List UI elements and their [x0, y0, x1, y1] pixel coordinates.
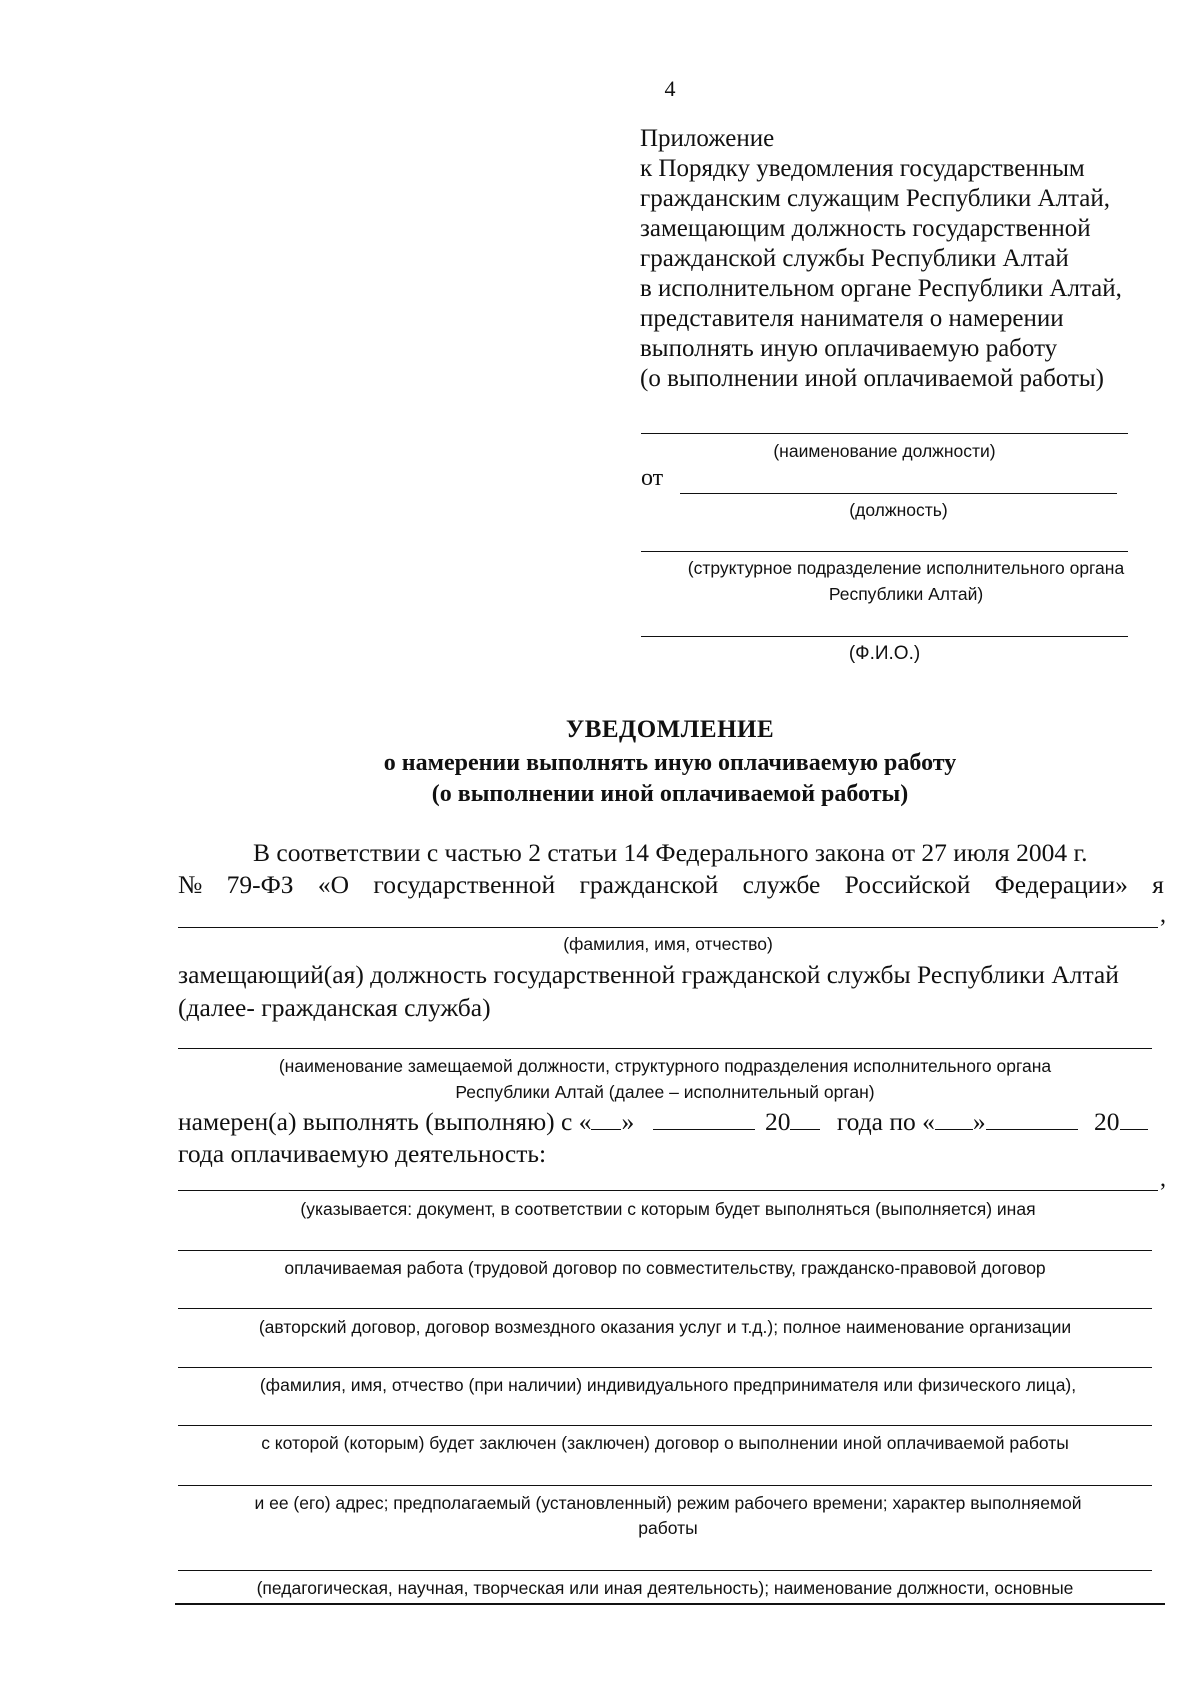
from-label: от	[641, 465, 664, 491]
position-caption: (должность)	[849, 500, 948, 520]
appendix-line: гражданским служащим Республики Алтай,	[640, 185, 1110, 212]
appendix-line: к Порядку уведомления государственным	[640, 155, 1085, 182]
document-subtitle: (о выполнении иной оплачиваемой работы)	[431, 781, 909, 807]
body-paragraph-line: (далее- гражданская служба)	[178, 993, 491, 1022]
activity-fill-line[interactable]	[178, 1308, 1152, 1309]
appendix-line: замещающим должность государственной	[640, 215, 1091, 242]
position-fill-line[interactable]	[178, 1048, 1152, 1049]
word: «О	[317, 870, 350, 899]
word: я	[1152, 870, 1164, 899]
activity-caption: (указывается: документ, в соответствии с которым будет выполняться (выполняется) иная	[300, 1199, 1036, 1219]
activity-caption: с которой (которым) будет заключен (заключен) договор о выполнении иной оплачиваемой работы	[261, 1433, 1069, 1453]
activity-fill-line[interactable]	[178, 1485, 1152, 1486]
document-subtitle: о намерении выполнять иную оплачиваемую работу	[383, 750, 957, 776]
end-day-field[interactable]	[935, 1107, 973, 1130]
start-day-field[interactable]	[591, 1107, 621, 1130]
intend-line	[178, 1107, 1148, 1137]
comma: ,	[1160, 902, 1166, 928]
end-month-field[interactable]	[986, 1107, 1078, 1130]
activity-fill-line[interactable]	[178, 1570, 1152, 1571]
appendix-line: в исполнительном органе Республики Алтай,	[640, 275, 1122, 302]
activity-fill-line[interactable]	[178, 1425, 1152, 1426]
body-paragraph-line: замещающий(ая) должность государственной гражданской службы Республики Алтай	[178, 960, 1119, 989]
body-paragraph-line: года оплачиваемую деятельность:	[178, 1139, 547, 1168]
appendix-line: представителя нанимателя о намерении	[640, 305, 1064, 332]
start-year-field[interactable]	[790, 1107, 820, 1130]
word: Федерации»	[994, 870, 1128, 899]
body-paragraph-line: В соответствии с частью 2 статьи 14 Федерального закона от 27 июля 2004 г.	[253, 838, 1088, 867]
appendix-line: гражданской службы Республики Алтай	[640, 245, 1069, 272]
page-bottom-rule	[175, 1603, 1165, 1605]
department-caption: Республики Алтай)	[828, 584, 984, 604]
word: №	[178, 870, 203, 899]
position-name-caption: (наименование должности)	[773, 441, 996, 461]
word: государственной	[373, 870, 556, 899]
activity-fill-line[interactable]	[178, 1367, 1152, 1368]
fio-line[interactable]	[641, 636, 1128, 637]
position-fill-caption: Республики Алтай (далее – исполнительный орган)	[455, 1082, 875, 1102]
word: службе	[742, 870, 821, 899]
position-name-line[interactable]	[641, 433, 1128, 434]
position-line[interactable]	[680, 493, 1117, 494]
intend-text: 20	[764, 1107, 791, 1136]
appendix-line: (о выполнении иной оплачиваемой работы)	[640, 365, 1105, 392]
activity-caption: (авторский договор, договор возмездного оказания услуг и т.д.); полное наименование организации	[258, 1317, 1072, 1337]
word: 79-ФЗ	[226, 870, 294, 899]
position-fill-caption: (наименование замещаемой должности, структурного подразделения исполнительного органа	[278, 1056, 1052, 1076]
document-title: УВЕДОМЛЕНИЕ	[565, 716, 775, 743]
activity-caption: (фамилия, имя, отчество (при наличии) индивидуального предпринимателя или физического лица),	[259, 1375, 1077, 1395]
intend-text: »	[621, 1107, 635, 1136]
activity-caption: и ее (его) адрес; предполагаемый (установленный) режим рабочего времени; характер выполняемой	[254, 1493, 1082, 1513]
appendix-line: выполнять иную оплачиваемую работу	[640, 335, 1058, 362]
word: гражданской	[579, 870, 719, 899]
activity-caption: оплачиваемая работа (трудовой договор по совместительству, гражданско-правовой договор	[284, 1258, 1046, 1278]
department-caption: (структурное подразделение исполнительного органа	[687, 558, 1125, 578]
appendix-header	[640, 124, 1160, 394]
intend-text: »	[972, 1107, 986, 1136]
appendix-line: Приложение	[640, 125, 775, 152]
start-month-field[interactable]	[653, 1107, 755, 1130]
page-number: 4	[664, 76, 676, 101]
fio-caption: (Ф.И.О.)	[848, 643, 921, 664]
department-line[interactable]	[641, 551, 1128, 552]
comma: ,	[1160, 1166, 1166, 1192]
end-year-field[interactable]	[1120, 1107, 1148, 1130]
activity-fill-line[interactable]	[178, 1250, 1152, 1251]
activity-caption: (педагогическая, научная, творческая или иная деятельность); наименование должности, основные	[256, 1578, 1074, 1598]
activity-caption: работы	[638, 1518, 698, 1538]
body-paragraph-line	[178, 870, 1164, 900]
fio-fill-caption: (фамилия, имя, отчество)	[563, 934, 773, 954]
word: Российской	[844, 870, 971, 899]
intend-text: 20	[1094, 1107, 1120, 1136]
fio-fill-line[interactable]	[178, 927, 1158, 928]
intend-text: года по «	[836, 1107, 935, 1136]
intend-text: намерен(а) выполнять (выполняю) с «	[178, 1107, 592, 1136]
activity-fill-line[interactable]	[178, 1190, 1158, 1191]
